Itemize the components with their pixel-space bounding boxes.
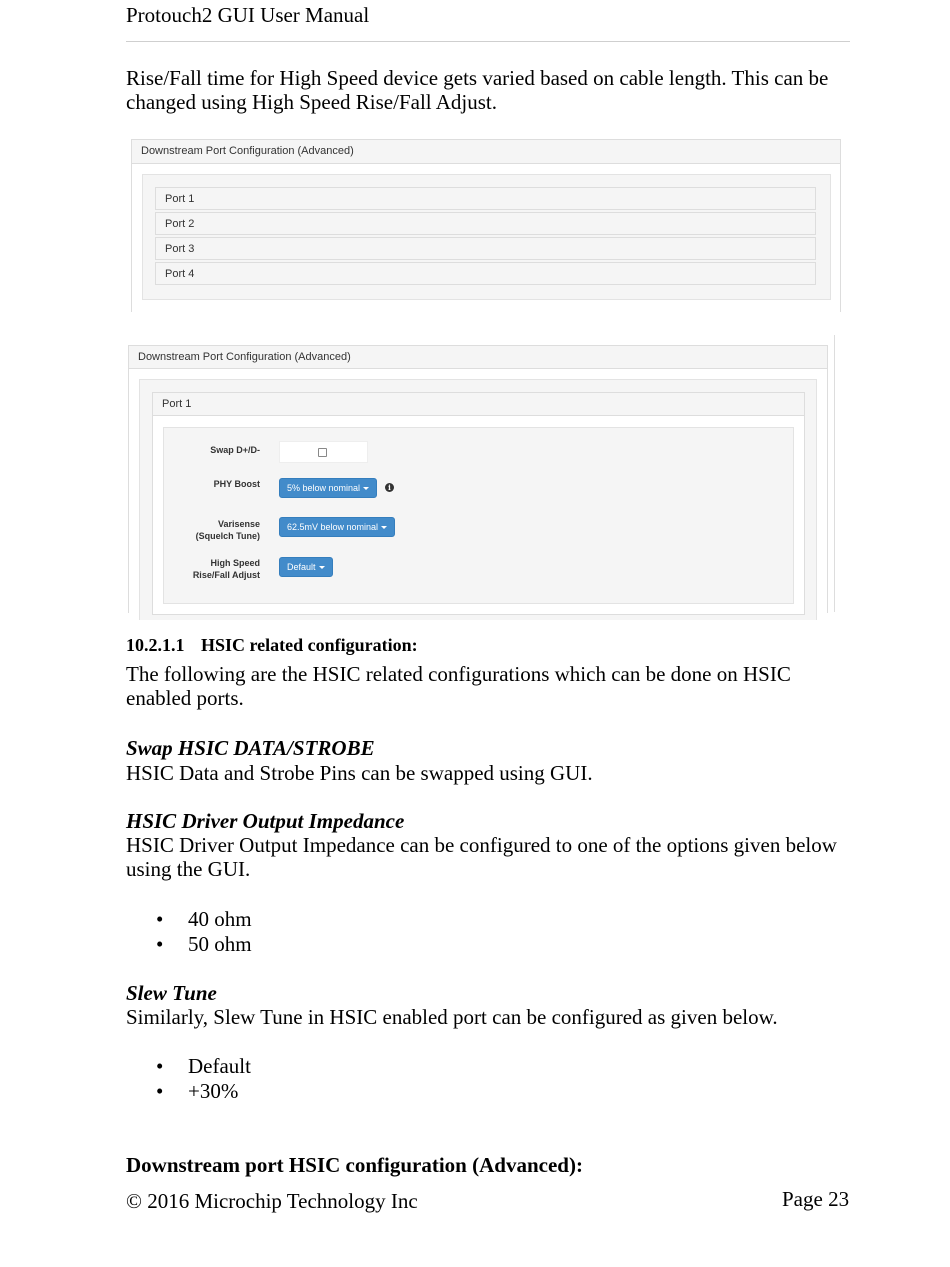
port-row[interactable]: Port 4 [155, 262, 816, 285]
slew-heading: Slew Tune [126, 981, 217, 1005]
varisense-label [150, 518, 260, 542]
screenshot-port-config [128, 345, 828, 613]
swap-dp-dm-checkbox[interactable] [318, 448, 327, 457]
header-divider [126, 41, 850, 42]
bullet-icon: • [156, 907, 164, 931]
hs-label-line-2: Rise/Fall Adjust [192, 570, 260, 580]
phy-boost-value: 5% below nominal [287, 483, 361, 493]
screenshot-edge [834, 335, 835, 612]
swap-paragraph: HSIC Data and Strobe Pins can be swapped using GUI. [126, 761, 593, 785]
caret-down-icon [363, 487, 369, 490]
document-header-title: Protouch2 GUI User Manual [126, 3, 370, 27]
intro-paragraph: Rise/Fall time for High Speed device gets varied based on cable length. This can be changed using High Speed Rise/Fall Adjust. [126, 66, 829, 114]
phy-boost-label: PHY Boost [213, 479, 260, 489]
port-row[interactable]: Port 2 [155, 212, 816, 235]
bullet-icon: • [156, 932, 164, 956]
hs-rise-fall-label [150, 557, 260, 581]
footer-page-number: Page 23 [782, 1187, 850, 1211]
footer-copyright: © 2016 Microchip Technology Inc [126, 1189, 418, 1213]
port-row[interactable]: Port 1 [155, 187, 816, 210]
screenshot-port-list [131, 139, 841, 312]
caret-down-icon [319, 566, 325, 569]
section-title: HSIC related configuration: [201, 635, 418, 655]
varisense-value: 62.5mV below nominal [287, 522, 379, 532]
port-row[interactable]: Port 3 [155, 237, 816, 260]
port-list-well [142, 174, 831, 300]
varisense-label-line-1: Varisense [217, 519, 260, 529]
varisense-dropdown[interactable] [279, 517, 395, 537]
port-config-well [139, 379, 817, 620]
section-heading [126, 635, 418, 656]
impedance-paragraph: HSIC Driver Output Impedance can be configured to one of the options given below using the GUI. [126, 833, 837, 881]
port-panel-title[interactable]: Port 1 [153, 393, 804, 416]
bullet-icon: • [156, 1079, 164, 1103]
phy-boost-dropdown[interactable] [279, 478, 377, 498]
varisense-label-line-2: (Squelch Tune) [195, 531, 260, 541]
swap-dp-dm-label: Swap D+/D- [210, 445, 260, 455]
swap-heading: Swap HSIC DATA/STROBE [126, 736, 375, 760]
section-number: 10.2.1.1 [126, 635, 185, 655]
info-icon[interactable]: i [385, 483, 394, 492]
swap-checkbox-cell [279, 441, 368, 463]
hs-rise-fall-dropdown[interactable] [279, 557, 333, 577]
section-paragraph: The following are the HSIC related configurations which can be done on HSIC enabled ports. [126, 662, 791, 710]
hs-rise-fall-value: Default [287, 562, 316, 572]
slew-paragraph: Similarly, Slew Tune in HSIC enabled port can be configured as given below. [126, 1005, 778, 1029]
bullet-icon: • [156, 1054, 164, 1078]
hs-label-line-1: High Speed [210, 558, 260, 568]
port-form-well [163, 427, 794, 604]
panel-title: Downstream Port Configuration (Advanced) [132, 140, 840, 164]
downstream-hsic-heading: Downstream port HSIC configuration (Advanced): [126, 1153, 583, 1177]
port-1-panel [152, 392, 805, 615]
caret-down-icon [381, 526, 387, 529]
impedance-heading: HSIC Driver Output Impedance [126, 809, 405, 833]
panel-title: Downstream Port Configuration (Advanced) [129, 346, 827, 369]
